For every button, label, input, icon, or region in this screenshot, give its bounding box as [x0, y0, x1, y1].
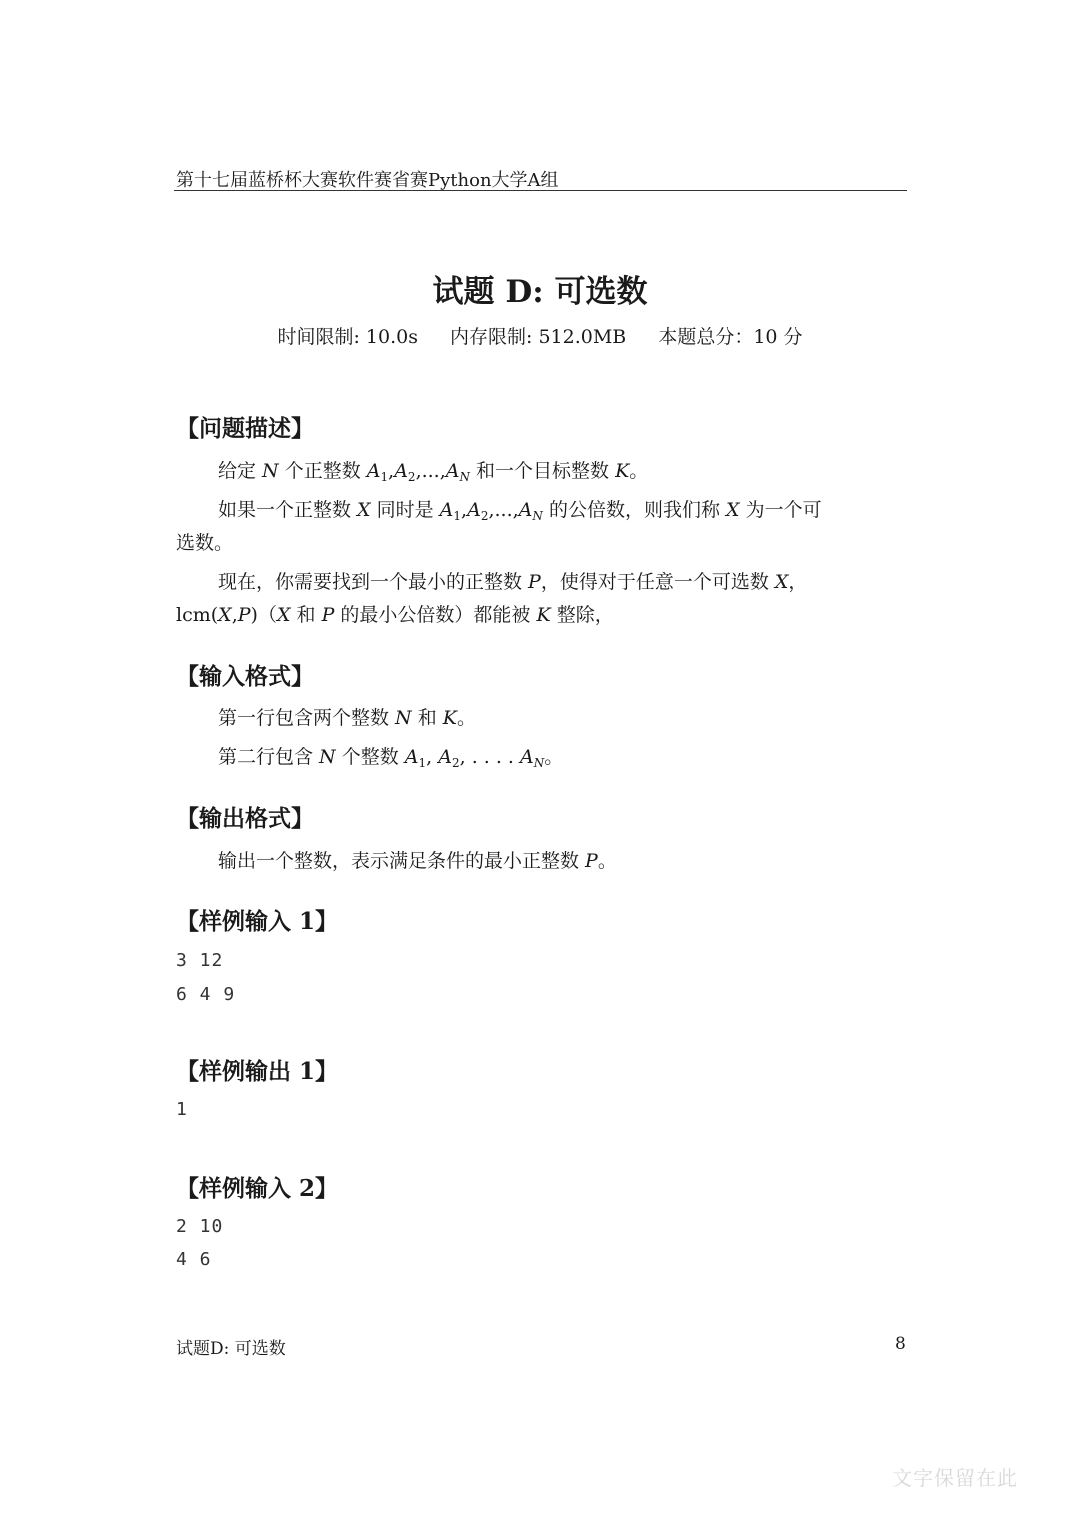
input-format-line-2: 第二行包含 N 个整数 $A_1$, $A_2$, . . . . $A_N$。: [218, 746, 564, 770]
problem-title: 试题 D: 可选数: [432, 274, 648, 310]
description-paragraph-2-continued: 选数。: [176, 532, 234, 554]
sample-output-1-heading: 【样例输出 1】: [176, 1058, 339, 1085]
sample-input-1-line-2: 6 4 9: [176, 984, 236, 1005]
description-paragraph-1: 给定 N 个正整数 $A_1,A_2,...,A_N$ 和一个目标整数 K。: [218, 460, 649, 484]
page-number: 8: [895, 1334, 906, 1354]
footer-problem-label: 试题D: 可选数: [176, 1339, 286, 1359]
running-header: 第十七届蓝桥杯大赛软件赛省赛Python大学A组: [176, 170, 559, 191]
memory-limit: 内存限制: 512.0MB: [450, 326, 627, 348]
description-paragraph-3: 现在，你需要找到一个最小的正整数 P，使得对于任意一个可选数 X，: [218, 571, 808, 593]
sample-input-2-line-2: 4 6: [176, 1249, 212, 1270]
input-format-heading: 【输入格式】: [176, 663, 314, 690]
description-paragraph-2: 如果一个正整数 X 同时是 $A_1,A_2,...,A_N$ 的公倍数，则我们称 X 为一个可: [218, 499, 822, 523]
sample-output-1-line-1: 1: [176, 1099, 188, 1120]
description-paragraph-3-continued: lcm(X,P)（X 和 P 的最小公倍数）都能被 K 整除，: [176, 604, 614, 626]
time-limit: 时间限制: 10.0s: [277, 326, 418, 348]
output-format-heading: 【输出格式】: [176, 805, 314, 832]
sample-input-1-heading: 【样例输入 1】: [176, 908, 339, 935]
sample-input-1-line-1: 3 12: [176, 950, 224, 971]
watermark: 文字保留在此: [892, 1466, 1018, 1490]
total-score: 本题总分：10 分: [658, 326, 803, 348]
sample-input-2-line-1: 2 10: [176, 1216, 224, 1237]
problem-limits: [0, 322, 1080, 349]
sample-input-2-heading: 【样例输入 2】: [176, 1175, 339, 1202]
description-heading: 【问题描述】: [176, 415, 314, 442]
input-format-line-1: 第一行包含两个整数 N 和 K。: [218, 707, 476, 729]
output-format-line-1: 输出一个整数，表示满足条件的最小正整数 P。: [218, 850, 617, 872]
header-rule: [174, 190, 907, 191]
